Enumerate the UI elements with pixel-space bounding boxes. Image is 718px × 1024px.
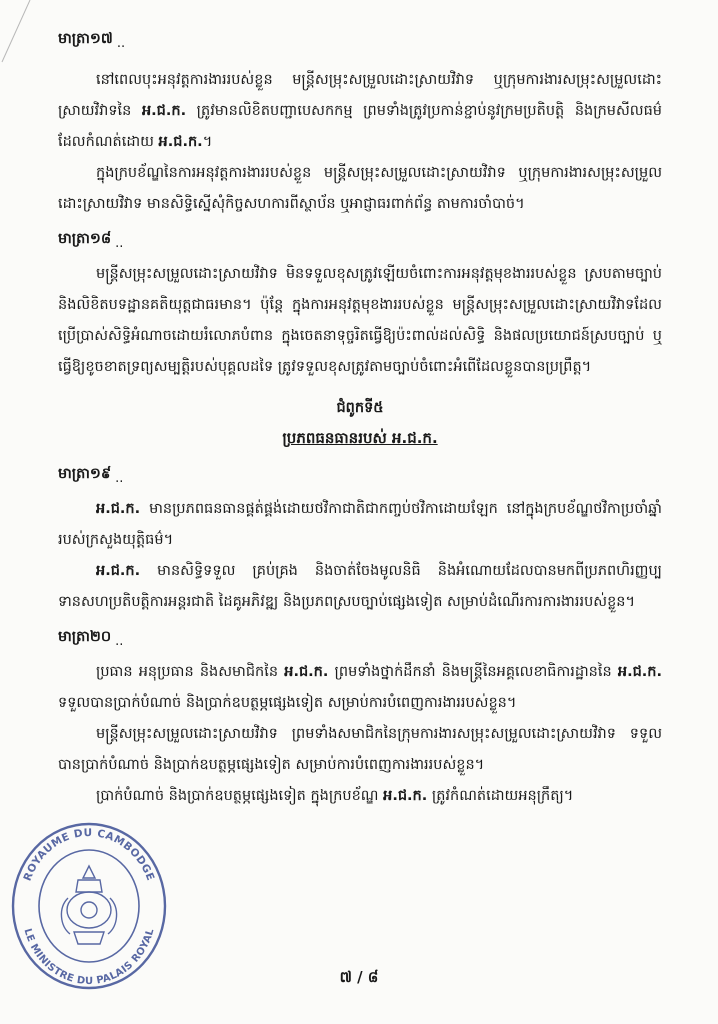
chapter-number: ជំពូកទី៥: [336, 400, 384, 416]
royal-emblem-icon: [61, 866, 116, 944]
org-abbrev: អ.ជ.ក.: [617, 664, 662, 680]
article-20-paragraph-2: មន្ត្រីសម្រុះសម្រួលដោះស្រាយវិវាទ ព្រមទាំងសមាជិកនៃក្រុមការងារសម្រុះសម្រួលដោះស្រាយវិវាទ ទទួលបានប្រាក់បំណាច់ និងប្រាក់ឧបត្ថម្ភផ្សេងទៀត សម្រាប់ការបំពេញការងាររបស់ខ្លួន។: [58, 726, 662, 773]
chapter-heading: [58, 393, 662, 453]
article-18-paragraph-1: មន្ត្រីសម្រុះសម្រួលដោះស្រាយវិវាទ មិនទទួលខុសត្រូវឡើយចំពោះការអនុវត្តមុខងាររបស់ខ្លួន ស្របតាមច្បាប់ និងលិខិតបទដ្ឋានគតិយុត្តជាធរមាន។ ប៉ុន្តែ ក្នុងការអនុវត្តមុខងាររបស់ខ្លួន មន្ត្រីសម្រុះសម្រួលដោះស្រាយវិវាទដែលប្រើប្រាស់សិទ្ធិអំណាចដោយរំលោភបំពាន ក្នុងចេតនាទុច្ចរិតធ្វើឱ្យប៉ះពាល់ដល់សិទ្ធិ និងផលប្រយោជន៍ស្របច្បាប់ ឬធ្វើឱ្យខូចខាតទ្រព្យសម្បត្តិរបស់បុគ្គលដទៃ ត្រូវទទួលខុសត្រូវតាមច្បាប់ចំពោះអំពើដែលខ្លួនបានប្រព្រឹត្ត។: [58, 266, 662, 375]
org-abbrev: អ.ជ.ក.: [383, 788, 428, 804]
article-19-paragraph-1: អ.ជ.ក. មានប្រភពធនធានផ្គត់ផ្គង់ដោយថវិកាជាតិជាកញ្ចប់ថវិកាដោយឡែក នៅក្នុងក្របខ័ណ្ឌថវិកាប្រចាំឆ្នាំរបស់ក្រសួងយុត្តិធម៌។: [58, 501, 662, 548]
article-20-heading: មាត្រា២០ ..: [58, 629, 124, 649]
article-19-heading: មាត្រា១៩ ..: [58, 466, 124, 486]
article-17-heading: មាត្រា១៧ ..: [58, 31, 126, 51]
chapter-title: ប្រភពធនធានរបស់ អ.ជ.ក.: [282, 429, 438, 447]
article-19-paragraph-2: អ.ជ.ក. មានសិទ្ធិទទួល គ្រប់គ្រង និងចាត់ចែងមូលនិធិ និងអំណោយដែលបានមកពីប្រភពហិរញ្ញប្បទានសហប្រតិបត្តិការអន្តរជាតិ ដៃគូអភិវឌ្ឍ និងប្រភពស្របច្បាប់ផ្សេងទៀត សម្រាប់ដំណើរការការងាររបស់ខ្លួន។: [58, 563, 662, 610]
article-17-paragraph-1: នៅពេលបុះអនុវត្តការងាររបស់ខ្លួន មន្ត្រីសម្រុះសម្រួលដោះស្រាយវិវាទ ឬក្រុមការងារសម្រុះសម្រួលដោះស្រាយវិវាទនៃ អ.ជ.ក. ត្រូវមានលិខិតបញ្ជាបេសកកម្ម ព្រមទាំងត្រូវប្រកាន់ខ្ជាប់នូវក្រមប្រតិបត្តិ និងក្រមសីលធម៌ ដែលកំណត់ដោយ អ.ជ.ក.។: [58, 72, 662, 150]
org-abbrev: អ.ជ.ក.: [158, 134, 203, 150]
seal-text-top: ROYAUME DU CAMBODGE: [21, 826, 157, 883]
document-body: [58, 30, 662, 812]
scan-edge-mark: [0, 0, 34, 70]
org-abbrev: អ.ជ.ក.: [96, 501, 141, 517]
article-20-paragraph-3: ប្រាក់បំណាច់ និងប្រាក់ឧបត្ថម្ភផ្សេងទៀត ក្នុងក្របខ័ណ្ឌ អ.ជ.ក. ត្រូវកំណត់ដោយអនុក្រឹត្យ។: [96, 788, 574, 804]
article-18-heading: មាត្រា១៨ ..: [58, 231, 124, 251]
svg-text:ROYAUME DU CAMBODGE: [21, 827, 156, 883]
article-17-paragraph-2: ក្នុងក្របខ័ណ្ឌនៃការអនុវត្តការងាររបស់ខ្លួន មន្ត្រីសម្រុះសម្រួលដោះស្រាយវិវាទ ឬក្រុមការងារសម្រុះសម្រួលដោះស្រាយវិវាទ មានសិទ្ធិស្នើសុំកិច្ចសហការពីស្ថាប័ន ឬអាជ្ញាធរពាក់ព័ន្ធ តាមការចាំបាច់។: [58, 165, 662, 212]
seal-text-bottom: LE MINISTRE DU PALAIS ROYAL: [21, 927, 157, 988]
page-number: ៧ / ៨: [339, 968, 379, 986]
royal-palace-seal: [8, 814, 170, 992]
org-abbrev: អ.ជ.ក.: [284, 664, 329, 680]
article-20-paragraph-1: ប្រធាន អនុប្រធាន និងសមាជិកនៃ អ.ជ.ក. ព្រមទាំងថ្នាក់ដឹកនាំ និងមន្ត្រីនៃអគ្គលេខាធិការដ្ឋាននៃ អ.ជ.ក. ទទួលបានប្រាក់បំណាច់ និងប្រាក់ឧបត្ថម្ភផ្សេងទៀត សម្រាប់ការបំពេញការងាររបស់ខ្លួន។: [58, 664, 662, 711]
org-abbrev: អ.ជ.ក.: [141, 103, 187, 119]
org-abbrev: អ.ជ.ក.: [96, 563, 141, 579]
